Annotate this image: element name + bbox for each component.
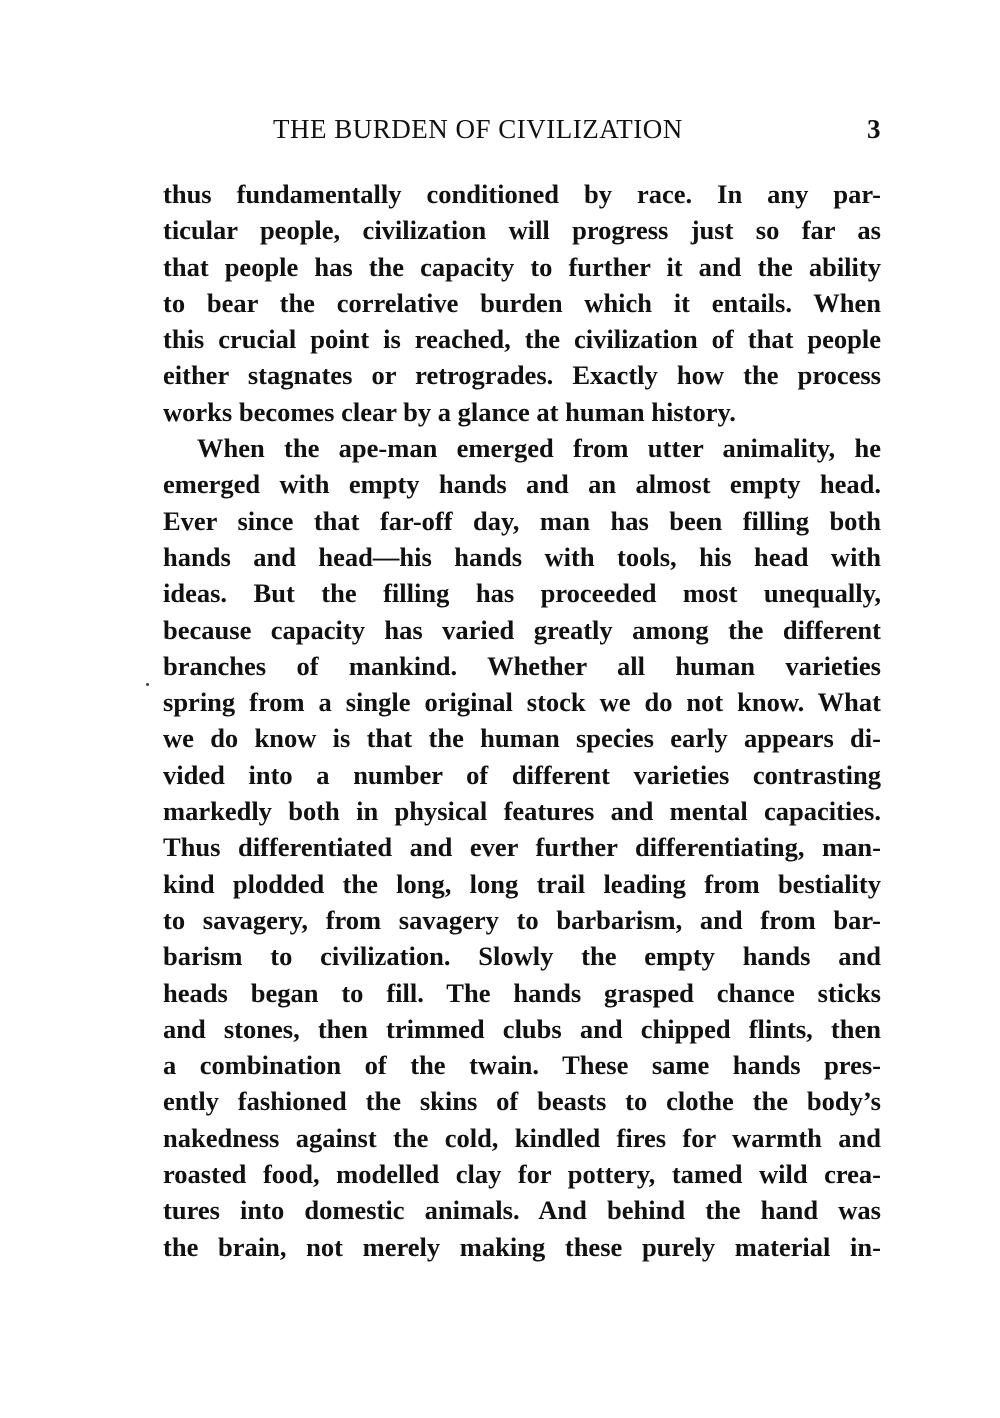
text-line: roasted food, modelled clay for pottery, tamed wild crea-: [163, 1159, 881, 1190]
text-line: nakedness against the cold, kindled fires for warmth and: [163, 1122, 881, 1153]
text-line: Ever since that far-off day, man has been filling both: [163, 505, 881, 536]
text-line: ently fashioned the skins of beasts to clothe the body’s: [163, 1086, 881, 1117]
text-line: spring from a single original stock we do not know. What: [163, 687, 881, 718]
text-line: and stones, then trimmed clubs and chipped flints, then: [163, 1013, 881, 1044]
text-line: to savagery, from savagery to barbarism, and from bar-: [163, 904, 881, 935]
text-line: ticular people, civilization will progress just so far as: [163, 215, 881, 246]
body-text: [163, 176, 881, 1265]
text-line: this crucial point is reached, the civilization of that people: [163, 324, 881, 355]
text-line: that people has the capacity to further it and the ability: [163, 251, 881, 282]
text-line: ideas. But the filling has proceeded most unequally,: [163, 578, 881, 609]
text-line: hands and head—his hands with tools, his head with: [163, 541, 881, 572]
scan-speck: [146, 683, 149, 686]
text-line: because capacity has varied greatly among the different: [163, 614, 881, 645]
text-line: kind plodded the long, long trail leading from bestiality: [163, 868, 881, 899]
text-line: heads began to fill. The hands grasped chance sticks: [163, 977, 881, 1008]
text-line: vided into a number of different varieties contrasting: [163, 759, 881, 790]
text-line: we do know is that the human species early appears di-: [163, 723, 881, 754]
running-head: [163, 114, 881, 150]
text-line: Thus differentiated and ever further differentiating, man-: [163, 832, 881, 863]
page-number: 3: [867, 114, 881, 144]
text-line: markedly both in physical features and mental capacities.: [163, 796, 881, 827]
text-line: the brain, not merely making these purely material in-: [163, 1231, 881, 1262]
text-line: either stagnates or retrogrades. Exactly how the process: [163, 360, 881, 391]
text-line: branches of mankind. Whether all human varieties: [163, 650, 881, 681]
text-line: barism to civilization. Slowly the empty hands and: [163, 941, 881, 972]
text-line: to bear the correlative burden which it entails. When: [163, 287, 881, 318]
text-line: thus fundamentally conditioned by race. In any par-: [163, 179, 881, 209]
text-line: works becomes clear by a glance at human history.: [163, 396, 736, 427]
text-line: tures into domestic animals. And behind the hand was: [163, 1195, 881, 1226]
text-line: emerged with empty hands and an almost empty head.: [163, 469, 881, 500]
text-line: a combination of the twain. These same hands pres-: [163, 1050, 881, 1081]
running-title: THE BURDEN OF CIVILIZATION: [273, 114, 683, 144]
text-line-indented: When the ape-man emerged from utter animality, he: [197, 433, 881, 464]
